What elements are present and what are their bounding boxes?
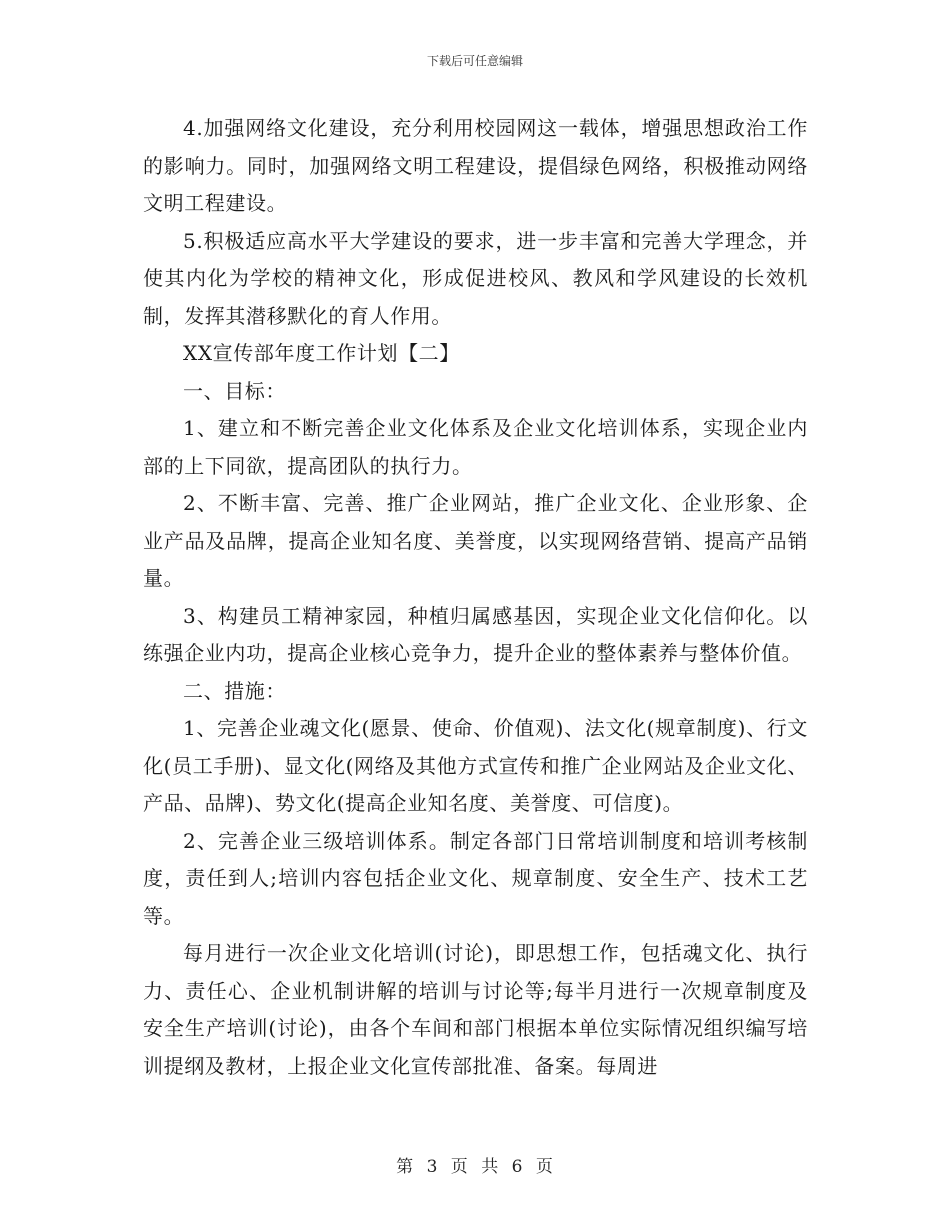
section-title: XX宣传部年度工作计划【二】 [183,341,460,365]
document-body [143,110,808,1085]
page-number-footer: 第 3 页 共 6 页 [396,1157,554,1177]
paragraph: 1、完善企业魂文化(愿景、使命、价值观)、法文化(规章制度)、行文化(员工手册)、显文化(网络及其他方式宣传和推广企业网站及企业文化、产品、品牌)、势文化(提高企业知名度、美誉度、可信度)。 [143,716,808,815]
paragraph: 2、完善企业三级培训体系。制定各部门日常培训制度和培训考核制度，责任到人;培训内容包括企业文化、规章制度、安全生产、技术工艺等。 [143,828,809,928]
paragraph: 4.加强网络文化建设，充分利用校园网这一载体，增强思想政治工作的影响力。同时，加强网络文明工程建设，提倡绿色网络，积极推动网络文明工程建设。 [143,116,808,215]
page-header-note: 下载后可任意编辑 [426,54,523,68]
paragraph: 2、不断丰富、完善、推广企业网站，推广企业文化、企业形象、企业产品及品牌，提高企业知名度、美誉度，以实现网络营销、提高产品销量。 [143,491,808,590]
subsection-heading: 二、措施： [183,678,286,703]
paragraph: 1、建立和不断完善企业文化体系及企业文化培训体系，实现企业内部的上下同欲，提高团队的执行力。 [143,416,808,478]
paragraph: 3、构建员工精神家园，种植归属感基因，实现企业文化信仰化。以练强企业内功，提高企业核心竞争力，提升企业的整体素养与整体价值。 [143,603,808,665]
paragraph: 5.积极适应高水平大学建设的要求，进一步丰富和完善大学理念，并使其内化为学校的精神文化，形成促进校风、教风和学风建设的长效机制，发挥其潜移默化的育人作用。 [143,228,808,328]
paragraph: 每月进行一次企业文化培训(讨论)，即思想工作，包括魂文化、执行力、责任心、企业机制讲解的培训与讨论等;每半月进行一次规章制度及安全生产培训(讨论)，由各个车间和部门根据本单位实际情况组织编写培训提纲及教材，上报企业文化宣传部批准、备案。每周进 [143,941,808,1078]
subsection-heading: 一、目标： [183,378,286,403]
